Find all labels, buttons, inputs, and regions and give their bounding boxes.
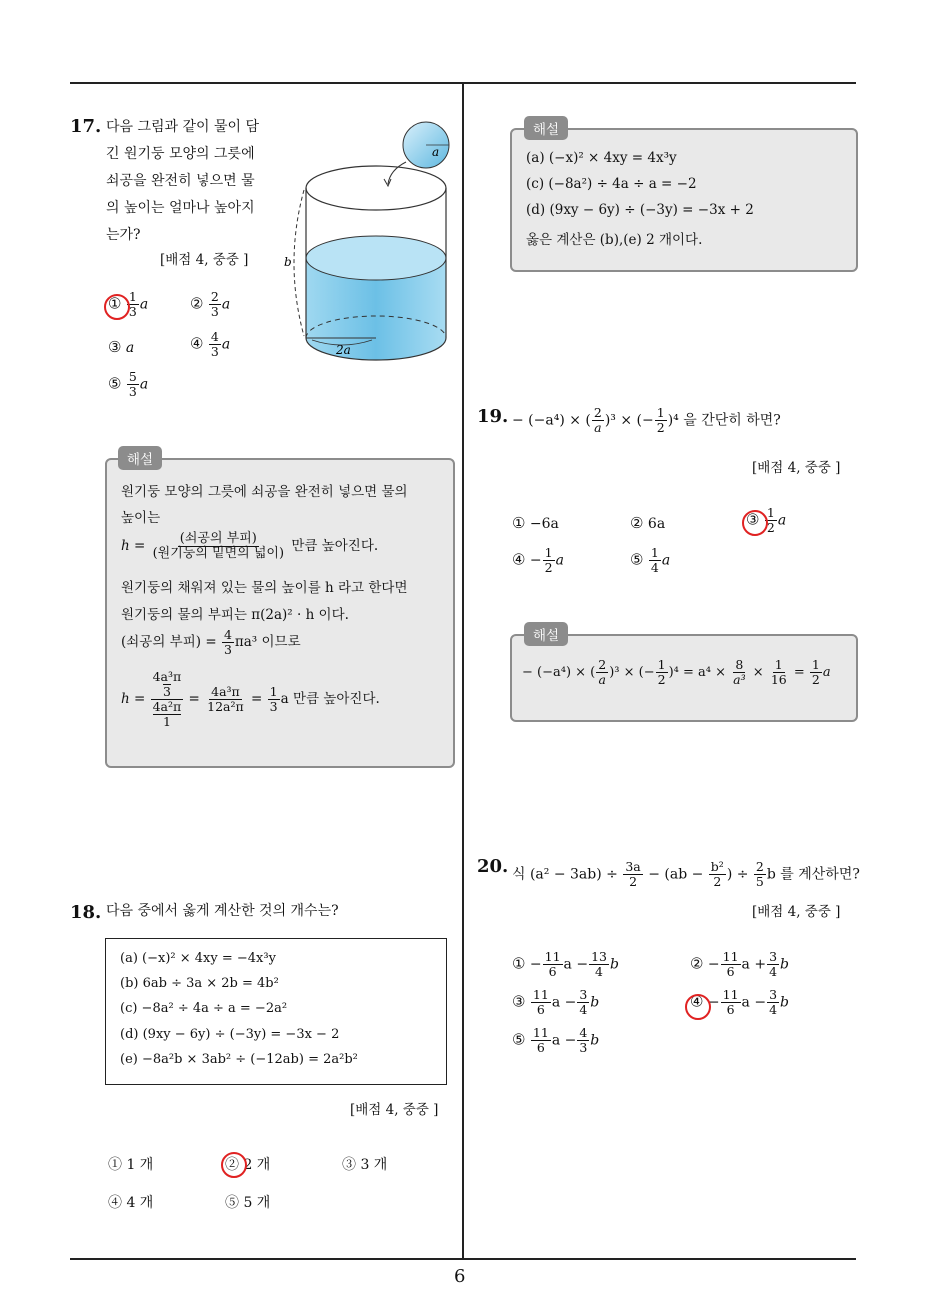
q18-item-d: (d) (9xy − 6y) ÷ (−3y) = −3x − 2	[120, 1027, 340, 1042]
q18-choice-5[interactable]: ⑤ 5 개	[225, 1195, 271, 1211]
q17-number: 17.	[70, 116, 102, 137]
q17-choice-2[interactable]: ② $\frac{2}{3}$ a	[190, 289, 231, 319]
q18-answer-mark	[221, 1152, 247, 1178]
q19-number: 19.	[477, 406, 509, 427]
h-formula-1: h = $\frac{\text{(쇠공의 부피)}}{\text{(원기둥의 밑면의 넓이)}}$ 만큼 높아진다.	[121, 531, 379, 561]
q18-item-c: (c) −8a² ÷ 4a ÷ a = −2a²	[120, 1001, 288, 1016]
q18-tag: [배점 4, 중중 ]	[350, 1102, 439, 1118]
column-divider	[462, 84, 464, 1258]
height-label: b	[284, 255, 292, 269]
ball-volume: (쇠공의 부피) = $\frac{4}{3}$ πa³ 이므로	[121, 627, 301, 657]
q20-choice-4[interactable]: ④ − $\frac{11}{6}$ a − $\frac{3}{4}$ b	[690, 987, 789, 1017]
q19-choice-3[interactable]: ③ $\frac{1}{2}$ a	[746, 505, 787, 535]
q17-choice-4[interactable]: ④ $\frac{4}{3}$ a	[190, 329, 231, 359]
q18-number: 18.	[70, 902, 102, 923]
q18-solution-tag: 해설	[524, 116, 568, 140]
q19-solution-tag: 해설	[524, 622, 568, 646]
q17-solution-tag: 해설	[118, 446, 162, 470]
q20-number: 20.	[477, 856, 509, 877]
q20-tag: [배점 4, 중중 ]	[752, 904, 841, 920]
q17-choice-1[interactable]: ① $\frac{1}{3}$ a	[108, 289, 149, 319]
q18-choice-1[interactable]: ① 1 개	[108, 1157, 154, 1173]
q19-choice-5[interactable]: ⑤ $\frac{1}{4}$ a	[630, 545, 671, 575]
page-number: 6	[454, 1266, 466, 1287]
q19-choice-1[interactable]: ① −6a	[512, 514, 559, 532]
q18-items-box	[105, 938, 447, 1085]
q19-answer-mark	[742, 510, 768, 536]
q18-choice-3[interactable]: ③ 3 개	[342, 1157, 388, 1173]
bottom-rule	[70, 1258, 856, 1260]
q18-item-a: (a) (−x)² × 4xy = −4x³y	[120, 951, 276, 966]
q18-solution-box: (a) (−x)² × 4xy = 4x³y (c) (−8a²) ÷ 4a ÷ a = −2 (d) (9xy − 6y) ÷ (−3y) = −3x + 2 옳은 계산은 (b),(e) 2 개이다.	[510, 128, 858, 272]
q17-choice-5[interactable]: ⑤ $\frac{5}{3}$ a	[108, 369, 149, 399]
base-label: 2a	[336, 343, 351, 357]
q17-answer-mark	[104, 294, 130, 320]
q17-text: 다음 그림과 같이 물이 담 긴 원기둥 모양의 그릇에 쇠공을 완전히 넣으면 물 의 높이는 얼마나 높아지 는가?	[106, 119, 260, 243]
h-formula-2: h = 4a³π 3 4a²π 1 = $\frac{\text{4a³π}}{\text{12a²π}}$ = $\frac{1}{3}$ a 만큼 높아진다.	[121, 669, 380, 729]
q18-choice-2[interactable]: ② 2 개	[225, 1157, 271, 1173]
q19-choice-2[interactable]: ② 6a	[630, 514, 666, 532]
q18-choice-4[interactable]: ④ 4 개	[108, 1195, 154, 1211]
q17-tag: [배점 4, 중중 ]	[160, 252, 249, 268]
q20-choice-2[interactable]: ② − $\frac{11}{6}$ a + $\frac{3}{4}$ b	[690, 949, 789, 979]
q20-choice-1[interactable]: ① − $\frac{11}{6}$ a − $\frac{13}{4}$ b	[512, 949, 619, 979]
q17-solution-box: 원기둥 모양의 그릇에 쇠공을 완전히 넣으면 물의 높이는 h = $\frac{\text{(쇠공의 부피)}}{\text{(원기둥의 밑면의 넓이)}}$ 만큼 높아진다. 원기둥의 채워져 있는 물의 높이를 h 라고 한다면 원기둥의 물의 부피는 π(2a)² · h 이다. (쇠공의 부피) = $\frac{4}{3}$ πa³ 이므로 h = 4a³π 3 4a²π 1 = $\frac{\text{4a³π}}{\text{12a²π}}$ = $\frac{1}{3}$ a 만큼 높아진다.	[105, 458, 455, 768]
q18-item-b: (b) 6ab ÷ 3a × 2b = 4b²	[120, 976, 279, 991]
q19-expression: − (−a⁴) × ( $\frac{2}{a}$ )³ × (− $\frac{1}{2}$ )⁴ 을 간단히 하면?	[512, 405, 781, 435]
q20-expression: 식 (a² − 3ab) ÷ $\frac{3a}{2}$ − (ab − $\frac{\text{b²}}{2}$ ) ÷ $\frac{2}{5}$ b 를 계산하면?	[512, 859, 860, 889]
q20-answer-mark	[685, 994, 711, 1020]
q18-text: 다음 중에서 옳게 계산한 것의 개수는?	[106, 903, 339, 919]
q18-item-e: (e) −8a²b × 3ab² ÷ (−12ab) = 2a²b²	[120, 1052, 358, 1067]
q20-choice-3[interactable]: ③ $\frac{11}{6}$ a − $\frac{3}{4}$ b	[512, 987, 600, 1017]
q19-solution-box	[510, 634, 858, 722]
q19-choice-4[interactable]: ④ − $\frac{1}{2}$ a	[512, 545, 564, 575]
q19-tag: [배점 4, 중중 ]	[752, 460, 841, 476]
q20-choice-5[interactable]: ⑤ $\frac{11}{6}$ a − $\frac{4}{3}$ b	[512, 1025, 600, 1055]
ball-label: a	[432, 145, 440, 159]
cylinder-figure	[282, 118, 462, 373]
q19-solution-expression: − (−a⁴) × ( $\frac{2}{a}$ )³ × (− $\frac{1}{2}$ )⁴ = a⁴ × $\frac{8}{\text{a³}}$ × $\frac{1}{16}$ = $\frac{1}{2}$ a	[522, 657, 831, 687]
q17-choice-3[interactable]: ③ a	[108, 338, 135, 356]
